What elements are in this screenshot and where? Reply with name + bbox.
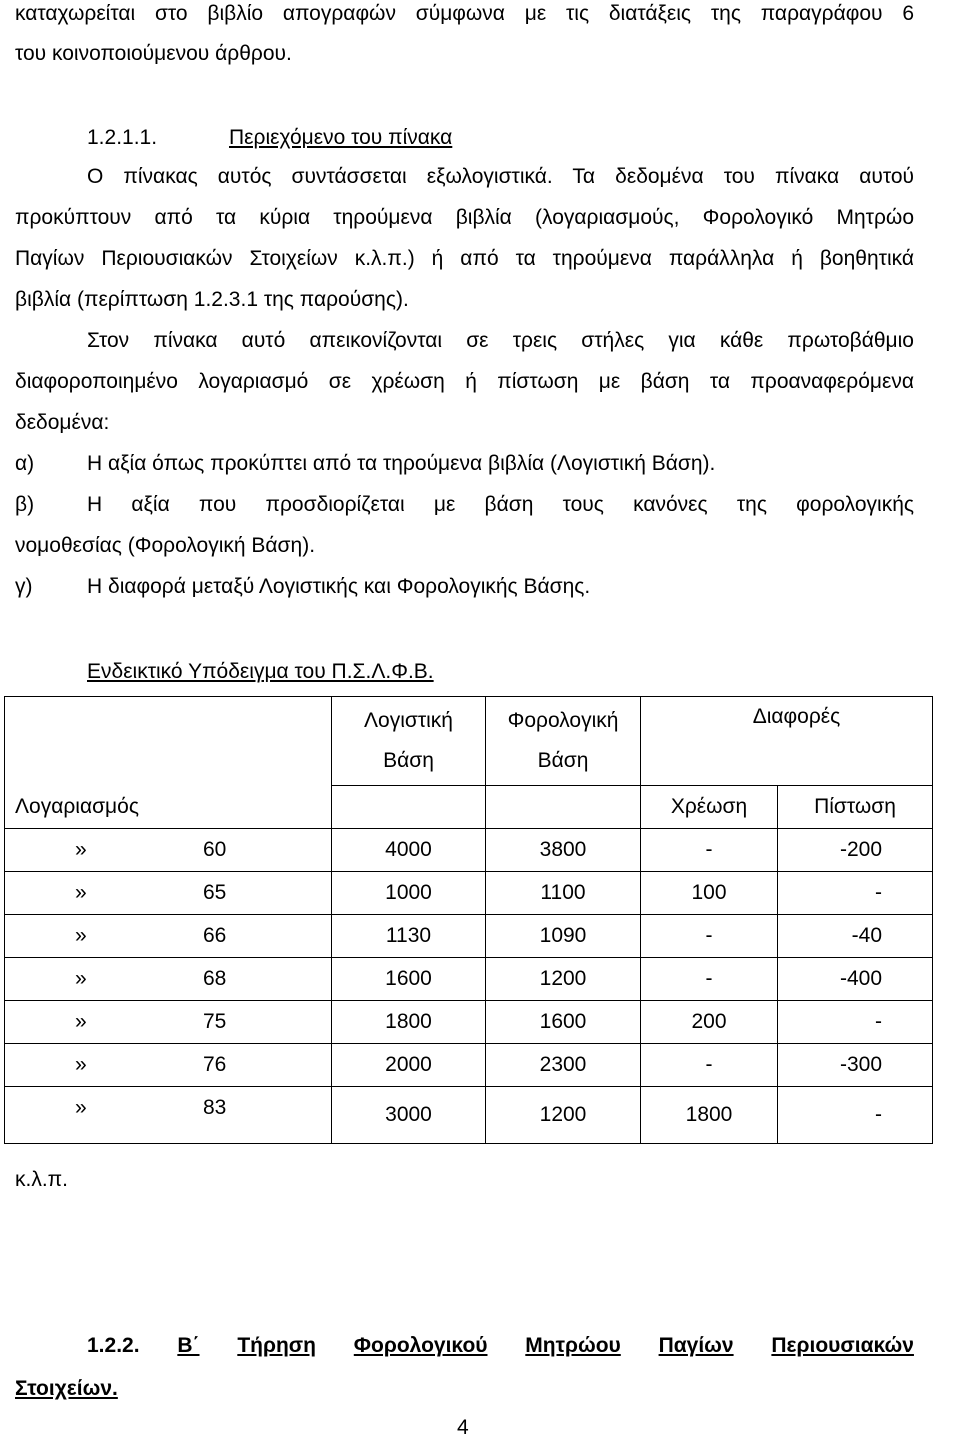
header-logistiki-vasi: Λογιστική Βάση [332,697,486,786]
account-mark: » [75,1010,87,1033]
account-mark: » [75,967,87,990]
table-row [5,915,933,958]
logistiki-value: 3000 [332,1087,486,1144]
logistiki-value: 1130 [332,915,486,958]
debit-value: - [641,1044,778,1087]
credit-value: - [778,1087,933,1144]
section-2-title-word: Παγίων [658,1334,734,1357]
account-cell [5,872,332,915]
account-cell [5,915,332,958]
subheader-empty-cell [486,786,641,829]
list-item-text: νομοθεσίας (Φορολογική Βάση). [15,534,316,557]
forologiki-value: 2300 [486,1044,641,1087]
section-2-number: 1.2.2. [87,1334,140,1357]
account-code: 83 [203,1096,227,1119]
paragraph-1-line-1: Ο πίνακας αυτός συντάσσεται εξωλογιστικά. Τα δεδομένα του πίνακα αυτού [87,165,914,188]
paragraph-1-line-2: προκύπτουν από τα κύρια τηρούμενα βιβλία (λογαριασμούς, Φορολογικό Μητρώο [15,206,914,229]
table-row [5,1001,933,1044]
table-row [5,1044,933,1087]
header-credit: Πίστωση [778,786,933,829]
logistiki-value: 2000 [332,1044,486,1087]
account-cell [5,1044,332,1087]
credit-value: - [778,872,933,915]
section-number: 1.2.1.1. [87,126,158,149]
header-account: Λογαριασμός [5,786,332,829]
paragraph-2-line-1: Στον πίνακα αυτό απεικονίζονται σε τρεις στήλες για κάθε πρωτοβάθμιο [87,329,914,352]
account-code: 76 [203,1053,227,1076]
table-subheader-row [5,786,933,829]
account-cell [5,958,332,1001]
debit-value: 200 [641,1001,778,1044]
section-2-title-word: Β΄ [177,1334,200,1357]
page-number: 4 [457,1416,469,1439]
credit-value: -300 [778,1044,933,1087]
table-row [5,1087,933,1144]
debit-value: - [641,829,778,872]
intro-line-2: του κοινοποιούμενου άρθρου. [15,42,292,65]
forologiki-value: 1100 [486,872,641,915]
account-mark: » [75,881,87,904]
section-2-title-word: Τήρηση [237,1334,316,1357]
tax-base-table [4,696,933,1144]
list-item-text: Η αξία όπως προκύπτει από τα τηρούμενα βιβλία (Λογιστική Βάση). [87,452,716,475]
debit-value: - [641,915,778,958]
table-row [5,872,933,915]
account-mark: » [75,1053,87,1076]
section-2-heading [87,1334,914,1358]
subheader-empty-cell [332,786,486,829]
list-item-label: β) [15,493,35,516]
credit-value: - [778,1001,933,1044]
header-empty-cell [5,697,332,786]
example-title: Ενδεικτικό Υπόδειγμα του Π.Σ.Λ.Φ.Β. [87,660,434,683]
forologiki-value: 1200 [486,1087,641,1144]
paragraph-2-line-2: διαφοροποιημένο λογαριασμό σε χρέωση ή πίστωση με βάση τα προαναφερόμενα [15,370,914,393]
section-2-title-word: Φορολογικού [353,1334,488,1357]
logistiki-value: 1600 [332,958,486,1001]
table-row [5,958,933,1001]
logistiki-value: 1000 [332,872,486,915]
table-row [5,829,933,872]
section-2-title-word: Μητρώου [525,1334,621,1357]
header-diafores: Διαφορές [641,697,933,786]
account-mark: » [75,838,87,861]
account-mark: » [75,1096,87,1119]
debit-value: - [641,958,778,1001]
logistiki-value: 1800 [332,1001,486,1044]
section-2-title-word: Περιουσιακών [771,1334,914,1357]
paragraph-1-line-4: βιβλία (περίπτωση 1.2.3.1 της παρούσης). [15,288,409,311]
account-code: 66 [203,924,227,947]
account-code: 75 [203,1010,227,1033]
account-mark: » [75,924,87,947]
credit-value: -40 [778,915,933,958]
list-item-text: Η αξία που προσδιορίζεται με βάση τους κανόνες της φορολογικής [87,493,914,516]
paragraph-1-line-3: Παγίων Περιουσιακών Στοιχείων κ.λ.π.) ή από τα τηρούμενα παράλληλα ή βοηθητικά [15,247,914,270]
account-code: 65 [203,881,227,904]
logistiki-value: 4000 [332,829,486,872]
forologiki-value: 3800 [486,829,641,872]
header-debit: Χρέωση [641,786,778,829]
header-forologiki-vasi: Φορολογική Βάση [486,697,641,786]
account-code: 60 [203,838,227,861]
account-cell [5,1087,332,1144]
credit-value: -400 [778,958,933,1001]
forologiki-value: 1090 [486,915,641,958]
section-title: Περιεχόμενο του πίνακα [229,126,453,149]
list-item-label: γ) [15,575,33,598]
debit-value: 100 [641,872,778,915]
etc-text: κ.λ.π. [15,1168,68,1191]
account-code: 68 [203,967,227,990]
account-cell [5,829,332,872]
section-2-title-end: Στοιχείων. [15,1377,118,1400]
debit-value: 1800 [641,1087,778,1144]
forologiki-value: 1200 [486,958,641,1001]
list-item-text: Η διαφορά μεταξύ Λογιστικής και Φορολογικής Βάσης. [87,575,591,598]
credit-value: -200 [778,829,933,872]
account-cell [5,1001,332,1044]
table-header-row [5,697,933,786]
intro-line-1: καταχωρείται στο βιβλίο απογραφών σύμφωνα με τις διατάξεις της παραγράφου 6 [15,2,914,25]
list-item-label: α) [15,452,35,475]
forologiki-value: 1600 [486,1001,641,1044]
paragraph-2-line-3: δεδομένα: [15,411,110,434]
